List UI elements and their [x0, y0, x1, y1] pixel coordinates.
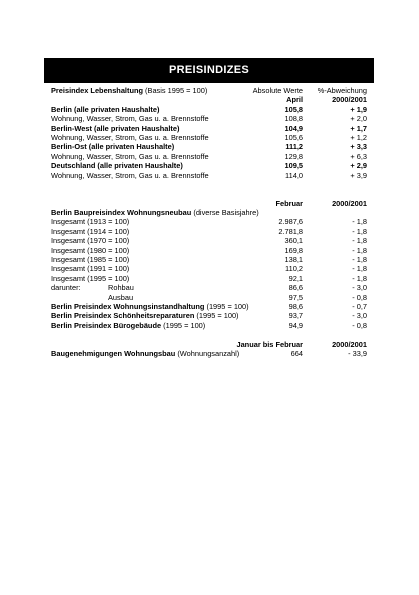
row-value: 98,6 [288, 301, 303, 311]
row-value: 93,7 [288, 311, 303, 321]
row-value: 169,8 [284, 245, 303, 255]
table-row [51, 133, 367, 142]
row-change: + 1,9 [350, 104, 367, 114]
section3-col2-header: 2000/2001 [332, 339, 367, 349]
row-label [51, 311, 239, 320]
row-value: 105,6 [284, 132, 303, 142]
table-row [51, 236, 367, 245]
row-value: 92,1 [288, 273, 303, 283]
row-change: - 1,8 [352, 245, 367, 255]
section1-col2-header: %-Abweichung [317, 86, 367, 95]
row-change: + 2,0 [350, 114, 367, 124]
table-row [51, 255, 367, 264]
row-change: - 1,8 [352, 255, 367, 265]
row-change: - 3,0 [352, 283, 367, 293]
row-change: - 3,0 [352, 311, 367, 321]
section2-heading [51, 208, 259, 217]
row-value: 111,2 [285, 142, 303, 152]
row-value: 2.987,6 [278, 217, 303, 227]
row-label-normal: (1995 = 100) [204, 301, 249, 311]
row-value: 114,0 [285, 170, 303, 180]
row-change: - 1,8 [352, 217, 367, 227]
table-row [51, 124, 367, 133]
table-row [51, 105, 367, 114]
section2-col1-header: Februar [275, 198, 303, 208]
table-row [51, 302, 367, 311]
row-change: - 0,8 [352, 292, 367, 302]
row-change: + 1,2 [350, 132, 367, 142]
row-change: - 1,8 [352, 264, 367, 274]
table-row [51, 142, 367, 151]
row-value: 138,1 [284, 255, 303, 265]
section1-header-row [51, 86, 367, 95]
row-change: - 1,8 [352, 236, 367, 246]
row-value: 108,8 [284, 114, 303, 124]
row-value: 97,5 [288, 292, 303, 302]
section2-header-row [51, 199, 367, 208]
row-label [51, 302, 249, 311]
section1-col2-sub: 2000/2001 [332, 95, 367, 105]
row-value: 2.781,8 [278, 226, 303, 236]
row-label-normal: (1995 = 100) [194, 311, 239, 321]
row-label [51, 321, 205, 330]
row-value: 86,6 [288, 283, 303, 293]
row-label: Insgesamt (1980 = 100) [51, 245, 130, 255]
row-label: Wohnung, Wasser, Strom, Gas u. a. Brennstoffe [51, 151, 209, 161]
section2-heading-row [51, 208, 367, 217]
section3-row-change: - 33,9 [348, 348, 367, 358]
table-row [51, 152, 367, 161]
section1-heading [51, 86, 207, 95]
table-row [51, 161, 367, 170]
row-sublabel: Ausbau [108, 292, 134, 302]
section1-subheader-row [51, 95, 367, 104]
row-value: 109,5 [284, 161, 303, 171]
row-label: Wohnung, Wasser, Strom, Gas u. a. Brennstoffe [51, 170, 209, 180]
section1-col1-sub: April [286, 95, 303, 105]
table-row [51, 293, 367, 302]
row-change: + 2,9 [350, 161, 367, 171]
section2-rows [51, 217, 367, 302]
table-row [51, 311, 367, 320]
row-label: Insgesamt (1985 = 100) [51, 255, 130, 265]
table-row [51, 246, 367, 255]
row-label: Berlin-West (alle privaten Haushalte) [51, 123, 180, 133]
row-label: darunter: [51, 283, 81, 293]
row-label: Berlin (alle privaten Haushalte) [51, 104, 160, 114]
section1-col1-header: Absolute Werte [252, 86, 303, 95]
row-change: - 0,7 [352, 301, 367, 311]
section2-extra-rows [51, 302, 367, 330]
row-value: 105,8 [284, 104, 303, 114]
table-row [51, 264, 367, 273]
row-change: - 0,8 [352, 320, 367, 330]
table-row [51, 321, 367, 330]
row-label: Insgesamt (1970 = 100) [51, 236, 130, 246]
row-value: 94,9 [288, 320, 303, 330]
section3-row-label [51, 349, 239, 358]
row-value: 110,2 [285, 264, 303, 274]
table-row [51, 114, 367, 123]
row-label-bold: Berlin Preisindex Bürogebäude [51, 320, 162, 330]
section3-row-label-normal: (Wohnungsanzahl) [175, 348, 240, 358]
section2-col2-header: 2000/2001 [332, 198, 367, 208]
row-change: + 3,9 [350, 170, 367, 180]
section1-heading-bold: Preisindex Lebenshaltung [51, 86, 143, 95]
table-row [51, 171, 367, 180]
row-label: Insgesamt (1914 = 100) [51, 226, 130, 236]
section1-heading-normal: (Basis 1995 = 100) [143, 86, 208, 95]
section3-col1-header: Januar bis Februar [236, 339, 303, 349]
section3-header-row [51, 340, 367, 349]
row-label: Wohnung, Wasser, Strom, Gas u. a. Brennstoffe [51, 132, 209, 142]
row-label: Insgesamt (1995 = 100) [51, 273, 130, 283]
row-label-bold: Berlin Preisindex Wohnungsinstandhaltung [51, 301, 205, 311]
row-label-normal: (1995 = 100) [161, 320, 206, 330]
section3-row-label-bold: Baugenehmigungen Wohnungsbau [51, 348, 176, 358]
row-label: Insgesamt (1991 = 100) [51, 264, 130, 274]
row-label: Insgesamt (1913 = 100) [51, 217, 130, 227]
row-change: - 1,8 [352, 273, 367, 283]
table-row [51, 227, 367, 236]
row-value: 104,9 [284, 123, 303, 133]
row-value: 360,1 [284, 236, 303, 246]
row-value: 129,8 [284, 151, 303, 161]
row-change: + 6,3 [350, 151, 367, 161]
row-change: + 1,7 [350, 123, 367, 133]
section3-data-row [51, 349, 367, 358]
table-row [51, 283, 367, 292]
section1-rows [51, 105, 367, 180]
page-title: PREISINDIZES [44, 58, 374, 83]
section3-row-value: 664 [290, 348, 303, 358]
section2-heading-normal: (diverse Basisjahre) [191, 208, 259, 218]
row-change: + 3,3 [350, 142, 367, 152]
row-label: Wohnung, Wasser, Strom, Gas u. a. Brennstoffe [51, 114, 209, 124]
row-label: Berlin-Ost (alle privaten Haushalte) [51, 142, 175, 152]
row-label: Deutschland (alle privaten Haushalte) [51, 161, 183, 171]
price-index-table [51, 86, 367, 358]
row-sublabel: Rohbau [108, 283, 134, 293]
row-change: - 1,8 [352, 226, 367, 236]
section2-heading-bold: Berlin Baupreisindex Wohnungsneubau [51, 208, 192, 218]
row-label-bold: Berlin Preisindex Schönheitsreparaturen [51, 311, 195, 321]
table-row [51, 274, 367, 283]
table-row [51, 217, 367, 226]
